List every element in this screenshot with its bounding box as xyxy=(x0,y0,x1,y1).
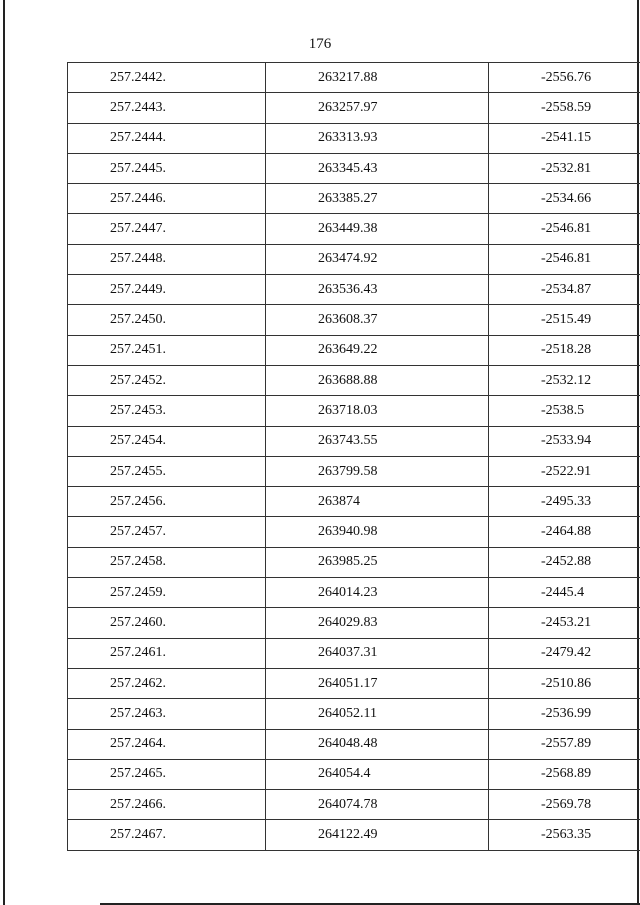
point-id-cell: 257.2451. xyxy=(68,335,266,365)
point-id-cell: 257.2457. xyxy=(68,517,266,547)
y-coordinate-cell: -2533.94 xyxy=(489,426,640,456)
x-coordinate-cell: 263985.25 xyxy=(266,547,489,577)
x-coordinate-cell: 264052.11 xyxy=(266,699,489,729)
x-coordinate-cell: 264054.4 xyxy=(266,759,489,789)
point-id-cell: 257.2455. xyxy=(68,456,266,486)
table-row xyxy=(68,153,640,183)
point-id-cell: 257.2459. xyxy=(68,578,266,608)
point-id-cell: 257.2456. xyxy=(68,487,266,517)
table-row xyxy=(68,426,640,456)
y-coordinate-cell: -2558.59 xyxy=(489,93,640,123)
table-row xyxy=(68,608,640,638)
table-row xyxy=(68,578,640,608)
table-row xyxy=(68,759,640,789)
table-row xyxy=(68,820,640,850)
table-row xyxy=(68,456,640,486)
x-coordinate-cell: 263940.98 xyxy=(266,517,489,547)
x-coordinate-cell: 264048.48 xyxy=(266,729,489,759)
point-id-cell: 257.2460. xyxy=(68,608,266,638)
y-coordinate-cell: -2538.5 xyxy=(489,396,640,426)
y-coordinate-cell: -2464.88 xyxy=(489,517,640,547)
x-coordinate-cell: 263385.27 xyxy=(266,184,489,214)
table-row xyxy=(68,396,640,426)
y-coordinate-cell: -2515.49 xyxy=(489,305,640,335)
table-row xyxy=(68,638,640,668)
table-row xyxy=(68,305,640,335)
point-id-cell: 257.2458. xyxy=(68,547,266,577)
y-coordinate-cell: -2534.66 xyxy=(489,184,640,214)
point-id-cell: 257.2453. xyxy=(68,396,266,426)
y-coordinate-cell: -2534.87 xyxy=(489,275,640,305)
point-id-cell: 257.2452. xyxy=(68,365,266,395)
point-id-cell: 257.2462. xyxy=(68,668,266,698)
point-id-cell: 257.2467. xyxy=(68,820,266,850)
x-coordinate-cell: 263649.22 xyxy=(266,335,489,365)
point-id-cell: 257.2449. xyxy=(68,275,266,305)
y-coordinate-cell: -2453.21 xyxy=(489,608,640,638)
x-coordinate-cell: 263743.55 xyxy=(266,426,489,456)
y-coordinate-cell: -2532.12 xyxy=(489,365,640,395)
point-id-cell: 257.2442. xyxy=(68,63,266,93)
table-body xyxy=(68,63,640,851)
x-coordinate-cell: 264014.23 xyxy=(266,578,489,608)
table-row xyxy=(68,668,640,698)
table-row xyxy=(68,275,640,305)
y-coordinate-cell: -2546.81 xyxy=(489,244,640,274)
x-coordinate-cell: 263345.43 xyxy=(266,153,489,183)
table-row xyxy=(68,790,640,820)
point-id-cell: 257.2466. xyxy=(68,790,266,820)
y-coordinate-cell: -2479.42 xyxy=(489,638,640,668)
y-coordinate-cell: -2541.15 xyxy=(489,123,640,153)
y-coordinate-cell: -2522.91 xyxy=(489,456,640,486)
y-coordinate-cell: -2557.89 xyxy=(489,729,640,759)
y-coordinate-cell: -2546.81 xyxy=(489,214,640,244)
x-coordinate-cell: 264122.49 xyxy=(266,820,489,850)
table-row xyxy=(68,335,640,365)
y-coordinate-cell: -2532.81 xyxy=(489,153,640,183)
point-id-cell: 257.2447. xyxy=(68,214,266,244)
y-coordinate-cell: -2556.76 xyxy=(489,63,640,93)
y-coordinate-cell: -2536.99 xyxy=(489,699,640,729)
point-id-cell: 257.2444. xyxy=(68,123,266,153)
x-coordinate-cell: 264037.31 xyxy=(266,638,489,668)
table-row xyxy=(68,487,640,517)
point-id-cell: 257.2464. xyxy=(68,729,266,759)
point-id-cell: 257.2461. xyxy=(68,638,266,668)
y-coordinate-cell: -2510.86 xyxy=(489,668,640,698)
table-row xyxy=(68,244,640,274)
x-coordinate-cell: 263688.88 xyxy=(266,365,489,395)
table-row xyxy=(68,63,640,93)
y-coordinate-cell: -2495.33 xyxy=(489,487,640,517)
x-coordinate-cell: 264051.17 xyxy=(266,668,489,698)
point-id-cell: 257.2448. xyxy=(68,244,266,274)
x-coordinate-cell: 263449.38 xyxy=(266,214,489,244)
point-id-cell: 257.2454. xyxy=(68,426,266,456)
x-coordinate-cell: 263217.88 xyxy=(266,63,489,93)
table-row xyxy=(68,365,640,395)
table-row xyxy=(68,699,640,729)
x-coordinate-cell: 263313.93 xyxy=(266,123,489,153)
coordinates-table xyxy=(67,62,640,851)
x-coordinate-cell: 263257.97 xyxy=(266,93,489,123)
x-coordinate-cell: 263874 xyxy=(266,487,489,517)
point-id-cell: 257.2450. xyxy=(68,305,266,335)
point-id-cell: 257.2463. xyxy=(68,699,266,729)
x-coordinate-cell: 263718.03 xyxy=(266,396,489,426)
y-coordinate-cell: -2445.4 xyxy=(489,578,640,608)
table-row xyxy=(68,93,640,123)
page-number: 176 xyxy=(308,36,332,52)
table-row xyxy=(68,517,640,547)
x-coordinate-cell: 263799.58 xyxy=(266,456,489,486)
y-coordinate-cell: -2518.28 xyxy=(489,335,640,365)
x-coordinate-cell: 264074.78 xyxy=(266,790,489,820)
point-id-cell: 257.2446. xyxy=(68,184,266,214)
page-edge-left xyxy=(3,0,5,905)
x-coordinate-cell: 264029.83 xyxy=(266,608,489,638)
y-coordinate-cell: -2568.89 xyxy=(489,759,640,789)
y-coordinate-cell: -2563.35 xyxy=(489,820,640,850)
x-coordinate-cell: 263474.92 xyxy=(266,244,489,274)
table-row xyxy=(68,184,640,214)
table-row xyxy=(68,729,640,759)
table-row xyxy=(68,214,640,244)
table-row xyxy=(68,123,640,153)
table-row xyxy=(68,547,640,577)
y-coordinate-cell: -2569.78 xyxy=(489,790,640,820)
x-coordinate-cell: 263536.43 xyxy=(266,275,489,305)
y-coordinate-cell: -2452.88 xyxy=(489,547,640,577)
x-coordinate-cell: 263608.37 xyxy=(266,305,489,335)
point-id-cell: 257.2443. xyxy=(68,93,266,123)
point-id-cell: 257.2465. xyxy=(68,759,266,789)
point-id-cell: 257.2445. xyxy=(68,153,266,183)
